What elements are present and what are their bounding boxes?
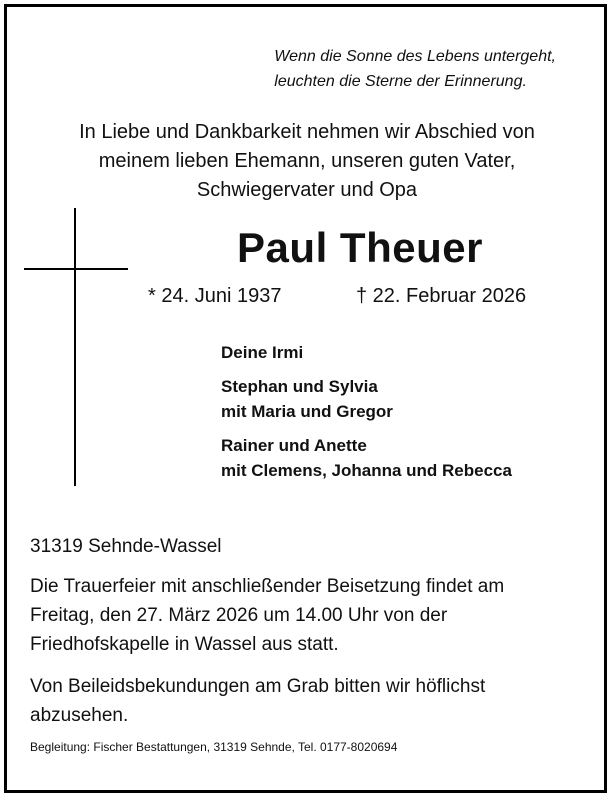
ceremony-line-1: Die Trauerfeier mit anschließender Beisetzung findet am — [30, 576, 505, 597]
farewell-intro — [0, 118, 614, 205]
family-group-spouse — [221, 340, 512, 365]
cross-horizontal-bar — [24, 268, 128, 270]
memorial-quote — [274, 44, 556, 94]
ceremony-details — [30, 572, 590, 659]
intro-line-3: Schwiegervater und Opa — [196, 179, 418, 201]
family-group-2-line-2: mit Clemens, Johanna und Rebecca — [221, 461, 512, 480]
family-group-1 — [221, 374, 512, 424]
quote-line-2: leuchten die Sterne der Erinnerung. — [274, 73, 527, 90]
family-spouse: Deine Irmi — [221, 343, 304, 362]
family-group-1-line-2: mit Maria und Gregor — [221, 402, 393, 421]
undertaker-credit: Begleitung: Fischer Bestattungen, 31319 Sehnde, Tel. 0177-8020694 — [30, 740, 398, 754]
place-of-residence: 31319 Sehnde-Wassel — [30, 536, 222, 557]
family-group-2 — [221, 433, 512, 483]
intro-line-1: In Liebe und Dankbarkeit nehmen wir Abschied von — [79, 121, 535, 143]
deceased-name: Paul Theuer — [237, 224, 483, 271]
condolence-line-1: Von Beileidsbekundungen am Grab bitten wir höflichst — [30, 676, 486, 697]
intro-line-2: meinem lieben Ehemann, unseren guten Vater, — [98, 150, 516, 172]
ceremony-line-3: Friedhofskapelle in Wassel aus statt. — [30, 634, 339, 655]
condolence-request — [30, 672, 590, 730]
condolence-line-2: abzusehen. — [30, 705, 129, 726]
cross-vertical-bar — [74, 208, 76, 486]
family-group-2-line-1: Rainer und Anette — [221, 436, 367, 455]
birth-date: * 24. Juni 1937 — [148, 285, 282, 307]
family-signatures — [221, 340, 512, 492]
ceremony-line-2: Freitag, den 27. März 2026 um 14.00 Uhr von der — [30, 605, 448, 626]
death-date: † 22. Februar 2026 — [356, 285, 527, 307]
quote-line-1: Wenn die Sonne des Lebens untergeht, — [274, 48, 556, 65]
family-group-1-line-1: Stephan und Sylvia — [221, 377, 378, 396]
